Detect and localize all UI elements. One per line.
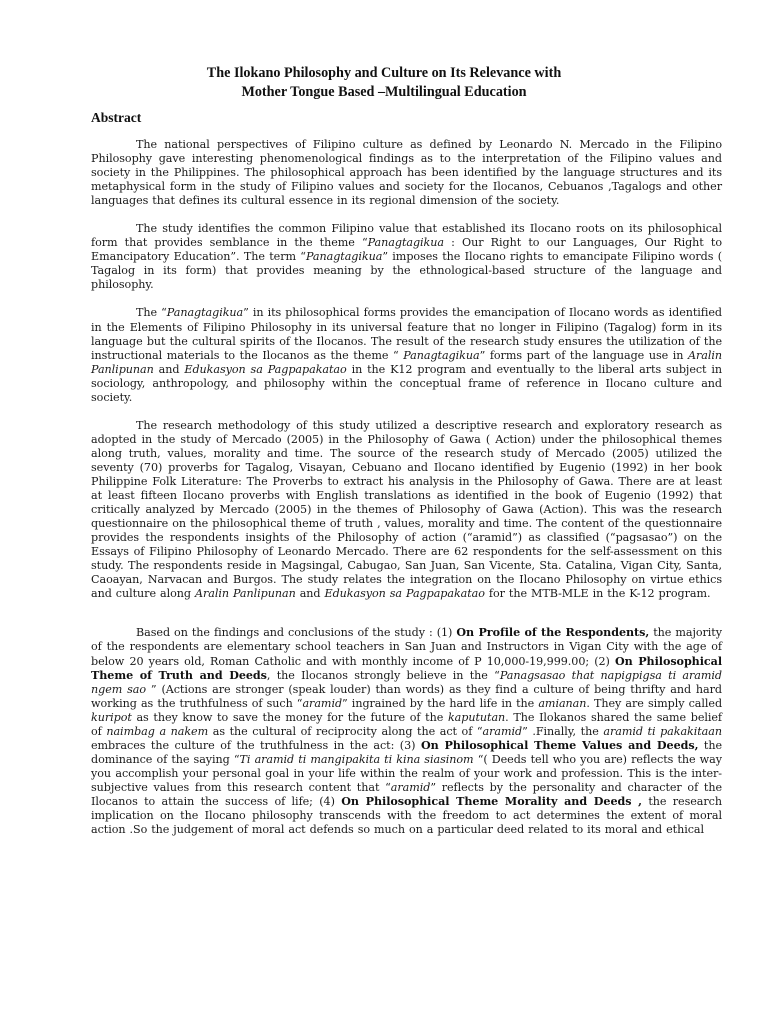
text-run: The “ bbox=[136, 306, 167, 320]
text-run: . The Ilokanos shared the same belief of bbox=[91, 710, 723, 738]
italic-term: kapututan bbox=[447, 710, 506, 724]
abstract-body bbox=[91, 138, 722, 837]
text-run: ” ingrained by the hard life in the bbox=[342, 696, 539, 710]
text-run: Based on the findings and conclusions of the study : (1) bbox=[136, 626, 457, 640]
paragraph-spacer bbox=[91, 292, 722, 306]
text-run: ” in its philosophical forms provides the emancipation of Ilocano words as identified in the Elements of Filipino Philosophy in its universal feature that no longer in Filipino (Tagalog) form in its language but the cultural spirits of the Ilocanos. The result of the research study ensures the utilization of the instructional materials to the Ilocanos as the theme “ bbox=[91, 306, 723, 362]
paragraph-spacer bbox=[91, 208, 722, 222]
paragraph-1 bbox=[91, 138, 722, 208]
italic-term: naimbag a nakem bbox=[106, 724, 209, 738]
text-run: The research methodology of this study utilized a descriptive research and exploratory research as adopted in the study of Mercado (2005) in the Philosophy of Gawa ( Action) under the philosophical themes along truth, values, morality and time. The source of the research study of Mercado (2005) utilized the seventy (70) proverbs for Tagalog, Visayan, Cebuano and Ilocano identified by Eugenio (1992) in her book Philippine Folk Literature: The Proverbs to extract his analysis in the Philosophy of Gawa. There are at least at least fifteen Ilocano proverbs with English translations as identified in the book of Eugenio (1992) that critically analyzed by Mercado (2005) in the themes of Philosophy of Gawa (Action). This was the research questionnaire on the philosophical theme of truth , values, morality and time. The content of the questionnaire provides the respondents insights of the Philosophy of action (“aramid”) as classified (“pagsasao”) on the Essays of Filipino Philosophy of Leonardo Mercado. There are 62 respondents for the self-assessment on this study. The respondents reside in Magsingal, Cabugao, San Juan, San Vicente, Sta. Catalina, Vigan City, Santa, Caoayan, Narvacan and Burgos. The study relates the integration on the Ilocano Philosophy on virtue ethics and culture along bbox=[91, 418, 722, 601]
italic-term: Panagtagikua bbox=[166, 306, 244, 320]
paragraph-4 bbox=[91, 419, 722, 602]
text-run: ” (Actions are stronger (speak louder) than words) as they find a culture of being thrifty and hard working as the truthfulness of such “ bbox=[91, 682, 722, 710]
text-run: ” reflects by the personality and character of the Ilocanos to attain the success of life; (4) bbox=[91, 780, 722, 808]
text-run: and bbox=[295, 587, 325, 601]
italic-term: aramid bbox=[482, 724, 523, 738]
text-run: ” .Finally, the bbox=[522, 724, 604, 738]
text-run: The national perspectives of Filipino culture as defined by Leonardo N. Mercado in the Filipino Philosophy gave interesting phenomenological findings as to the interpretation of the Filipino values and society in the Philippines. The philosophical approach has been identified by the language structures and its metaphysical form in the study of Filipino values and society for the Ilocanos, Cebuanos ,Tagalogs and other languages that defines its cultural essence in its regional dimension of the society. bbox=[91, 138, 722, 208]
paragraph-spacer bbox=[91, 405, 722, 419]
italic-term: Edukasyon sa Pagpapakatao bbox=[324, 587, 485, 601]
italic-term: Panagtagikua bbox=[403, 348, 480, 362]
paragraph-3 bbox=[91, 306, 722, 404]
abstract-heading: Abstract bbox=[91, 110, 142, 125]
italic-term: aramid ti pakakitaan bbox=[603, 724, 722, 738]
text-run: “( Deeds tell who you are) reflects the way you accomplish your personal goal in your life within the realm of your work and profession. This is the inter-subjective values from this research content that “ bbox=[91, 752, 723, 794]
text-run: for the MTB-MLE in the K-12 program. bbox=[484, 587, 711, 601]
italic-term: aramid bbox=[390, 780, 431, 794]
italic-term: aramid bbox=[302, 696, 343, 710]
italic-term: Panagtagikua bbox=[367, 236, 444, 250]
italic-term: Aralin Panlipunan bbox=[194, 587, 296, 601]
bold-heading: On Philosophical Theme Values and Deeds, bbox=[420, 738, 699, 752]
italic-term: kuripot bbox=[91, 710, 132, 724]
text-run: ” imposes the Ilocano rights to emancipate Filipino words ( Tagalog in its form) that provides meaning by the ethnological-based structure of the language and philosophy. bbox=[91, 250, 722, 292]
document-title bbox=[0, 64, 768, 101]
text-run: as the cultural of reciprocity along the act of “ bbox=[208, 724, 483, 738]
paragraph-2 bbox=[91, 222, 722, 292]
bold-heading: On Philosophical Theme of Truth and Deeds bbox=[91, 654, 722, 682]
text-run: embraces the culture of the truthfulness in the act: (3) bbox=[91, 738, 421, 752]
bold-heading: On Profile of the Respondents, bbox=[456, 626, 650, 640]
title-line-1: The Ilokano Philosophy and Culture on Its Relevance with bbox=[206, 65, 562, 81]
text-run: as they know to save the money for the future of the bbox=[131, 710, 448, 724]
title-line-2: Mother Tongue Based –Multilingual Education bbox=[241, 83, 527, 100]
text-run: The study identifies the common Filipino value that established its Ilocano roots on its philosophical form that provides semblance in the theme “ bbox=[91, 222, 722, 250]
text-run: the majority of the respondents are elementary school teachers in San Juan and Instructors in Vigan City with the age of below 20 years old, Roman Catholic and with monthly income of P 10,000-19,999.00; (2) bbox=[91, 626, 722, 668]
text-run: and bbox=[153, 362, 185, 376]
text-run: the research implication on the Ilocano philosophy transcends with the freedom to act determines the extent of moral action .So the judgement of moral act defends so much on a particular deed related to its moral and ethical bbox=[91, 794, 722, 837]
italic-term: Panagtagikua bbox=[305, 250, 383, 264]
text-run: in the K12 program and eventually to the liberal arts subject in sociology, anthropology, and philosophy within the conceptual frame of reference in Ilocano culture and society. bbox=[91, 362, 723, 404]
italic-term: Panagsasao that napigpigsa ti aramid ngem sao bbox=[91, 668, 722, 696]
italic-term: Edukasyon sa Pagpapakatao bbox=[184, 362, 347, 376]
text-run: the dominance of the saying “ bbox=[91, 738, 723, 766]
text-run: ” forms part of the language use in bbox=[479, 348, 688, 362]
bold-heading: On Philosophical Theme Morality and Deeds , bbox=[341, 794, 642, 808]
text-run: . They are simply called bbox=[586, 696, 723, 710]
italic-term: Ti aramid ti mangipakita ti kina siasinom bbox=[239, 752, 474, 766]
paragraph-spacer bbox=[91, 601, 722, 626]
text-run: , the Ilocanos strongly believe in the “ bbox=[266, 668, 500, 682]
paragraph-5 bbox=[91, 626, 722, 837]
italic-term: Aralin Panlipunan bbox=[91, 348, 722, 376]
text-run: : Our Right to our Languages, Our Right to Emancipatory Education”. The term “ bbox=[91, 236, 722, 264]
italic-term: amianan bbox=[538, 696, 587, 710]
